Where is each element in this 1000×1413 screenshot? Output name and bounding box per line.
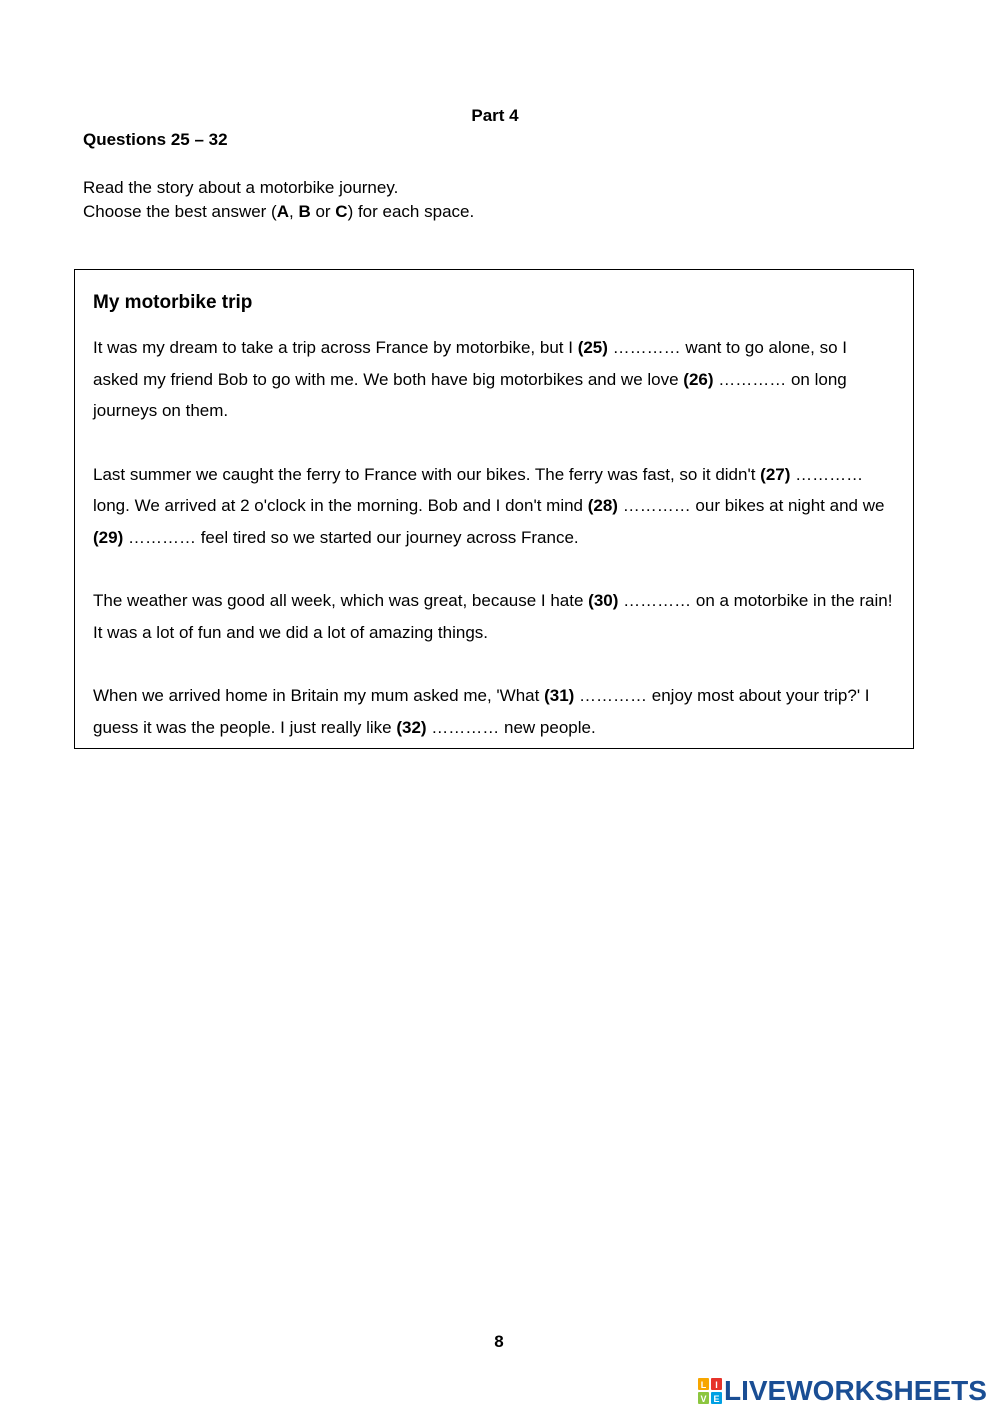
part-title: Part 4 xyxy=(471,106,519,125)
instruction-text: Choose the best answer ( xyxy=(83,202,277,221)
instruction-text: ) for each space. xyxy=(347,202,475,221)
answer-blank-31[interactable]: ………… xyxy=(579,686,648,705)
question-number-32: (32) xyxy=(396,717,427,737)
story-text: When we arrived home in Britain my mum asked me, 'What xyxy=(93,686,545,705)
liveworksheets-logo-icon xyxy=(698,1378,722,1404)
question-number-28: (28) xyxy=(587,496,618,515)
story-text: Last summer we caught the ferry to France with our bikes. The ferry was fast, so it didn't xyxy=(93,464,761,484)
svg-text:E: E xyxy=(713,1394,720,1404)
story-text: on long journeys on them. xyxy=(93,369,847,420)
story-box xyxy=(74,269,914,749)
option-c-label: C xyxy=(335,202,348,221)
answer-blank-27[interactable]: ………… xyxy=(795,464,864,484)
liveworksheets-logo-text: LIVEWORKSHEETS xyxy=(724,1375,987,1406)
svg-text:V: V xyxy=(700,1394,707,1404)
liveworksheets-logo[interactable] xyxy=(698,1376,987,1406)
story-body xyxy=(93,332,893,743)
answer-blank-28[interactable]: ………… xyxy=(622,496,691,515)
story-text: long. We arrived at 2 o'clock in the morning. Bob and I don't mind xyxy=(93,496,588,515)
story-text: feel tired so we started our journey across France. xyxy=(195,527,579,547)
instructions xyxy=(83,176,474,224)
question-number-26: (26) xyxy=(683,369,714,389)
svg-text:L: L xyxy=(700,1380,707,1390)
instruction-line-1: Read the story about a motorbike journey. xyxy=(83,178,399,197)
story-text: on a motorbike in the rain! It was a lot of fun and we did a lot of amazing things. xyxy=(93,591,893,642)
story-text: our bikes at night and we xyxy=(690,496,885,515)
story-paragraph-3 xyxy=(93,585,893,648)
question-number-25: (25) xyxy=(577,338,608,357)
answer-blank-32[interactable]: ………… xyxy=(431,717,500,737)
question-number-27: (27) xyxy=(760,464,791,484)
instruction-text: or xyxy=(310,202,336,221)
story-text: want to go alone, so I asked my friend Bob to go with me. We both have big motorbikes and we love xyxy=(93,338,847,389)
option-a-label: A xyxy=(276,202,289,221)
story-paragraph-2 xyxy=(93,459,893,554)
story-paragraph-1 xyxy=(93,332,893,427)
story-text: new people. xyxy=(499,717,596,737)
story-text: The weather was good all week, which was great, because I hate xyxy=(93,591,589,610)
story-title: My motorbike trip xyxy=(93,292,253,313)
option-b-label: B xyxy=(298,202,311,221)
question-number-30: (30) xyxy=(588,591,619,610)
instruction-line-2 xyxy=(83,200,474,224)
question-number-31: (31) xyxy=(544,686,575,705)
answer-blank-30[interactable]: ………… xyxy=(623,591,692,610)
story-paragraph-4 xyxy=(93,680,893,743)
questions-heading: Questions 25 – 32 xyxy=(83,130,228,149)
answer-blank-26[interactable]: ………… xyxy=(718,369,787,389)
question-number-29: (29) xyxy=(93,527,124,547)
instruction-text: , xyxy=(289,202,299,221)
answer-blank-25[interactable]: ………… xyxy=(612,338,681,357)
page-number: 8 xyxy=(494,1332,504,1351)
svg-text:I: I xyxy=(715,1380,718,1390)
story-text: enjoy most about your trip?' I guess it was the people. I just really like xyxy=(93,686,870,737)
answer-blank-29[interactable]: ………… xyxy=(127,527,196,547)
story-text: It was my dream to take a trip across France by motorbike, but I xyxy=(93,338,578,357)
